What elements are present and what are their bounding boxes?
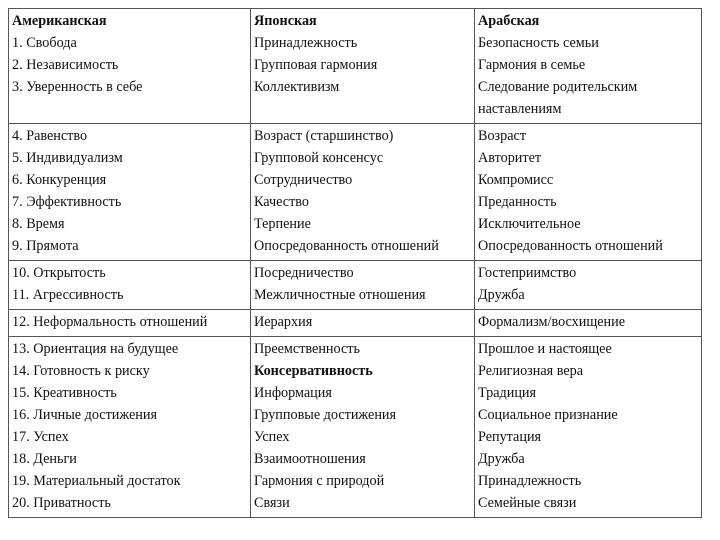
cell-line: 19. Материальный достаток — [12, 473, 181, 489]
column-header-american: Американская — [12, 13, 107, 29]
cell-line: Гармония с природой — [254, 473, 385, 489]
cell-line: Межличностные отношения — [254, 287, 426, 303]
cell-line: 14. Готовность к риску — [12, 363, 150, 379]
cell-line: 3. Уверенность в себе — [12, 79, 143, 95]
cell-line: 16. Личные достижения — [12, 407, 157, 423]
cell-american-group-4 — [9, 310, 251, 337]
cell-line: Репутация — [478, 429, 542, 445]
cell-american-group-1 — [9, 9, 251, 124]
cell-line: Связи — [254, 495, 290, 511]
table-row — [9, 124, 702, 261]
cell-line: Качество — [254, 194, 309, 210]
cell-line: Групповой консенсус — [254, 150, 384, 166]
cell-line: Опосредованность отношений — [478, 238, 663, 254]
cell-line: 8. Время — [12, 216, 65, 232]
cell-line: Групповая гармония — [254, 57, 378, 73]
cell-american-group-3 — [9, 261, 251, 310]
cell-line: 4. Равенство — [12, 128, 88, 144]
column-header-arab: Арабская — [478, 13, 540, 29]
cell-line: Социальное признание — [478, 407, 618, 423]
cell-arab-group-2 — [475, 124, 702, 261]
cell-american-group-5 — [9, 337, 251, 518]
cell-line: Гостеприимство — [478, 265, 577, 281]
cell-line: Взаимоотношения — [254, 451, 366, 467]
cell-line: Компромисс — [478, 172, 554, 188]
cell-arab-group-5 — [475, 337, 702, 518]
cell-japanese-group-4 — [251, 310, 475, 337]
cell-line: 1. Свобода — [12, 35, 77, 51]
cell-japanese-group-5 — [251, 337, 475, 518]
cell-line: Опосредованность отношений — [254, 238, 439, 254]
cell-line: 18. Деньги — [12, 451, 77, 467]
cell-line: 9. Прямота — [12, 238, 79, 254]
cell-line: 13. Ориентация на будущее — [12, 341, 179, 357]
cell-line: 11. Агрессивность — [12, 287, 124, 303]
cell-line: Сотрудничество — [254, 172, 353, 188]
cell-line: Исключительное — [478, 216, 581, 232]
cell-line: 15. Креативность — [12, 385, 117, 401]
cell-line: Авторитет — [478, 150, 542, 166]
cultural-values-table — [8, 8, 702, 518]
cell-japanese-group-3 — [251, 261, 475, 310]
cell-line: Безопасность семьи — [478, 35, 599, 51]
cell-line: Успех — [254, 429, 290, 445]
cell-line: 2. Независимость — [12, 57, 119, 73]
cell-line: 10. Открытость — [12, 265, 106, 281]
table-row — [9, 337, 702, 518]
cell-line: 5. Индивидуализм — [12, 150, 123, 166]
cell-line: наставлениям — [478, 101, 562, 117]
cell-arab-group-4 — [475, 310, 702, 337]
table-row — [9, 310, 702, 337]
column-header-japanese: Японская — [254, 13, 317, 29]
cell-line: Религиозная вера — [478, 363, 584, 379]
cell-line: Коллективизм — [254, 79, 340, 95]
cell-line: Информация — [254, 385, 332, 401]
cell-line: Посредничество — [254, 265, 354, 281]
cell-line: 12. Неформальность отношений — [12, 314, 208, 330]
cell-line: Преданность — [478, 194, 557, 210]
table-row — [9, 9, 702, 124]
cell-line: Прошлое и настоящее — [478, 341, 612, 357]
cell-line: 7. Эффективность — [12, 194, 122, 210]
cell-arab-group-1 — [475, 9, 702, 124]
cell-line: Преемственность — [254, 341, 360, 357]
cell-line: Принадлежность — [478, 473, 582, 489]
cell-line: 20. Приватность — [12, 495, 111, 511]
cell-line: Дружба — [478, 451, 525, 467]
cell-japanese-group-1 — [251, 9, 475, 124]
table-row — [9, 261, 702, 310]
cell-japanese-group-2 — [251, 124, 475, 261]
cell-arab-group-3 — [475, 261, 702, 310]
cell-line: Семейные связи — [478, 495, 577, 511]
cell-line: Гармония в семье — [478, 57, 586, 73]
cell-line: Следование родительским — [478, 79, 638, 95]
cell-line: Дружба — [478, 287, 525, 303]
cell-american-group-2 — [9, 124, 251, 261]
cell-line: Групповые достижения — [254, 407, 397, 423]
cell-line: Терпение — [254, 216, 311, 232]
cell-line: Принадлежность — [254, 35, 358, 51]
cell-line: Традиция — [478, 385, 537, 401]
cell-line: 17. Успех — [12, 429, 69, 445]
cell-line: Возраст (старшинство) — [254, 128, 394, 144]
cell-line-emphasized: Консервативность — [254, 363, 373, 379]
cell-line: Возраст — [478, 128, 527, 144]
cell-line: Иерархия — [254, 314, 313, 330]
cell-line: 6. Конкуренция — [12, 172, 107, 188]
cell-line: Формализм/восхищение — [478, 314, 626, 330]
